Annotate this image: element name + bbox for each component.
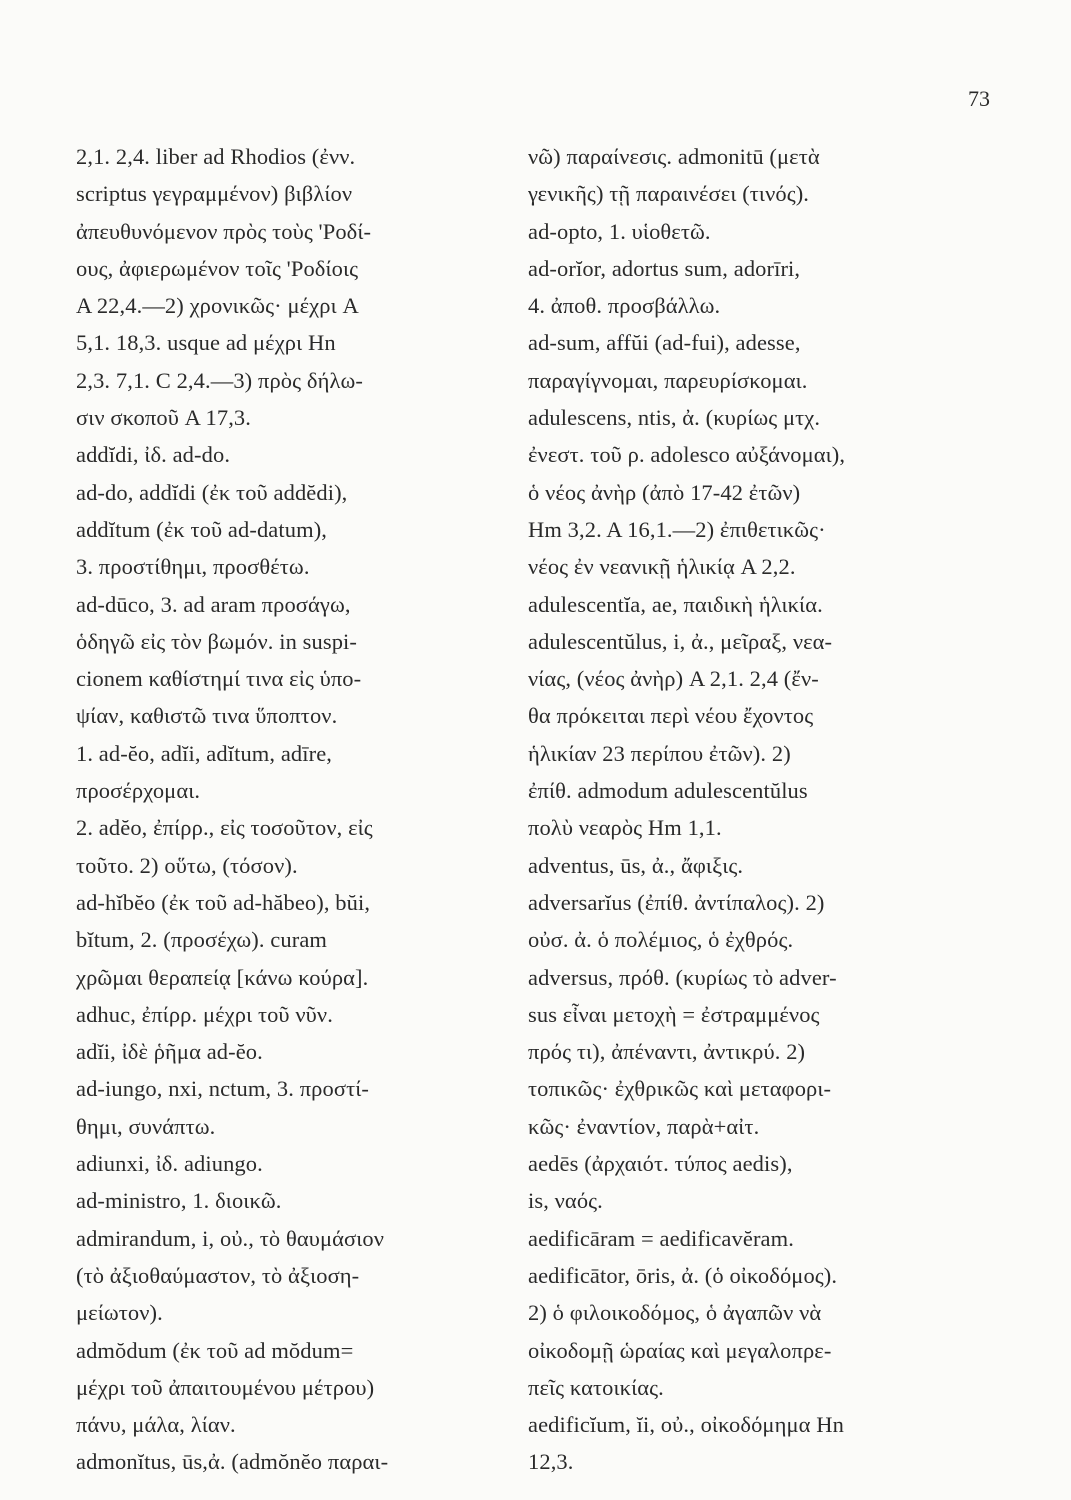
text-line: τοπικῶς· ἐχθρικῶς καὶ μεταφορι- xyxy=(528,1076,832,1102)
text-line: A 22,4.—2) χρονικῶς· μέχρι A xyxy=(76,293,359,319)
text-line: 2. adĕo, ἐπίρρ., εἰς τοσοῦτον, εἰς xyxy=(76,815,373,841)
text-line: πεῖς κατοικίας. xyxy=(528,1374,664,1400)
text-line: θα πρόκειται περὶ νέου ἔχοντος xyxy=(528,703,814,729)
left-column xyxy=(76,138,496,1481)
text-line: τοῦτο. 2) οὕτω, (τόσον). xyxy=(76,852,298,878)
text-line: adiunxi, ἰδ. adiungo. xyxy=(76,1151,263,1177)
text-line: ους, ἀφιερωμένον τοῖς 'Ροδίοις xyxy=(76,255,359,281)
text-line: sus εἶναι μετοχὴ = ἐστραμμένος xyxy=(528,1001,820,1027)
text-line: 3. προστίθημι, προσθέτω. xyxy=(76,554,310,580)
text-line: aedēs (ἀρχαιότ. τύπος aedis), xyxy=(528,1151,793,1177)
text-line: ad-dūco, 3. ad aram προσάγω, xyxy=(76,591,351,617)
text-line: scriptus γεγραμμένον) βιβλίον xyxy=(76,181,353,207)
text-line: admonĭtus, ūs,ἀ. (admŏnĕo παραι- xyxy=(76,1449,389,1475)
text-line: πάνυ, μάλα, λίαν. xyxy=(76,1412,236,1438)
text-line: admirandum, i, οὐ., τὸ θαυμάσιον xyxy=(76,1225,385,1251)
text-line: bĭtum, 2. (προσέχω). curam xyxy=(76,927,328,953)
page-number: 73 xyxy=(968,86,990,111)
text-line: 2,1. 2,4. liber ad Rhodios (ἐνν. xyxy=(76,144,356,169)
text-line: μέχρι τοῦ ἀπαιτουμένου μέτρου) xyxy=(76,1374,375,1400)
text-line: adulescentŭlus, i, ἀ., μεῖραξ, νεα- xyxy=(528,628,833,654)
text-line: adhuc, ἐπίρρ. μέχρι τοῦ νῦν. xyxy=(76,1001,333,1027)
text-line: νῶ) παραίνεσις. admonitū (μετὰ xyxy=(528,144,820,169)
text-line: ψίαν, καθιστῶ τινα ὕποπτον. xyxy=(76,703,338,729)
text-line: ἀπευθυνόμενον πρὸς τοὺς 'Ροδί- xyxy=(76,218,372,244)
text-line: 2) ὁ φιλοικοδόμος, ὁ ἀγαπῶν νὰ xyxy=(528,1300,822,1326)
text-line: ἐνεστ. τοῦ ρ. adolesco αὐξάνομαι), xyxy=(528,442,846,468)
text-line: Hm 3,2. A 16,1.—2) ἐπιθετικῶς· xyxy=(528,516,826,542)
text-line: νίας, (νέος ἀνὴρ) A 2,1. 2,4 (ἔν- xyxy=(528,666,819,692)
text-line: σιν σκοποῦ A 17,3. xyxy=(76,405,252,431)
text-line: προσέρχομαι. xyxy=(76,778,201,804)
text-line: ὁ νέος ἀνὴρ (ἀπὸ 17-42 ἐτῶν) xyxy=(528,479,801,505)
text-line: aedificĭum, ĭi, οὐ., οἰκοδόμημα Hn xyxy=(528,1412,844,1438)
text-line: πολὺ νεαρὸς Hm 1,1. xyxy=(528,815,722,841)
text-line: 2,3. 7,1. C 2,4.—3) πρὸς δήλω- xyxy=(76,367,363,393)
text-line: γενικῆς) τῇ παραινέσει (τινός). xyxy=(528,181,810,207)
text-line: is, ναός. xyxy=(528,1188,603,1214)
text-line: ἡλικίαν 23 περίπου ἐτῶν). 2) xyxy=(528,740,791,766)
text-line: θημι, συνάπτω. xyxy=(76,1113,216,1139)
text-line: adĭi, ἰδὲ ῥῆμα ad-ĕo. xyxy=(76,1039,263,1065)
text-line: 12,3. xyxy=(528,1449,574,1475)
text-line: adulescentĭa, ae, παιδικὴ ἡλικία. xyxy=(528,591,823,617)
text-line: κῶς· ἐναντίον, παρὰ+αἰτ. xyxy=(528,1113,760,1139)
text-line: aedificātor, ōris, ἀ. (ὁ οἰκοδόμος). xyxy=(528,1262,838,1288)
text-line: addĭtum (ἐκ τοῦ ad-datum), xyxy=(76,516,328,542)
text-line: (τὸ ἀξιοθαύμαστον, τὸ ἀξιοση- xyxy=(76,1262,360,1288)
text-line: χρῶμαι θεραπείᾳ [κάνω κούρα]. xyxy=(76,964,369,990)
text-line: adversarĭus (ἐπίθ. ἀντίπαλος). 2) xyxy=(528,889,825,915)
text-line: ad-sum, affŭi (ad-fui), adesse, xyxy=(528,330,801,356)
text-line: πρός τι), ἀπέναντι, ἀντικρύ. 2) xyxy=(528,1039,806,1065)
text-line: aedificāram = aedificavĕram. xyxy=(528,1225,794,1251)
text-line: admŏdum (ἐκ τοῦ ad mŏdum= xyxy=(76,1337,354,1363)
text-line: adversus, πρόθ. (κυρίως τὸ adver- xyxy=(528,964,837,990)
text-line: ad-opto, 1. υἱοθετῶ. xyxy=(528,218,711,244)
text-line: μείωτον). xyxy=(76,1300,163,1326)
text-line: ad-hĭbĕo (ἐκ τοῦ ad-hăbeo), bŭi, xyxy=(76,889,371,915)
text-line: 5,1. 18,3. usque ad μέχρι Hn xyxy=(76,330,336,356)
text-line: ὁδηγῶ εἰς τὸν βωμόν. in suspi- xyxy=(76,628,357,654)
right-column xyxy=(528,138,960,1481)
text-line: 4. ἀποθ. προσβάλλω. xyxy=(528,293,721,319)
text-line: ad-do, addĭdi (ἐκ τοῦ addĕdi), xyxy=(76,479,348,505)
text-line: adventus, ūs, ἀ., ἄφιξις. xyxy=(528,852,744,878)
text-line: ad-orĭor, adortus sum, adorīri, xyxy=(528,255,801,281)
text-line: οὐσ. ἀ. ὁ πολέμιος, ὁ ἐχθρός. xyxy=(528,927,794,953)
text-line: addĭdi, ἰδ. ad-do. xyxy=(76,442,231,468)
text-line: ἐπίθ. admodum adulescentŭlus xyxy=(528,778,808,804)
text-line: ad-ministro, 1. διοικῶ. xyxy=(76,1188,282,1214)
text-line: ad-iungo, nxi, nctum, 3. προστί- xyxy=(76,1076,369,1102)
text-line: οἰκοδομῇ ὡραίας καὶ μεγαλοπρε- xyxy=(528,1337,832,1363)
text-line: cionem καθίστημί τινα εἰς ὑπο- xyxy=(76,666,362,692)
text-line: 1. ad-ĕo, adĭi, adĭtum, adīre, xyxy=(76,740,333,766)
text-line: adulescens, ntis, ἀ. (κυρίως μτχ. xyxy=(528,405,821,431)
text-line: παραγίγνομαι, παρευρίσκομαι. xyxy=(528,367,808,393)
text-line: νέος ἐν νεανικῇ ἡλικίᾳ A 2,2. xyxy=(528,554,796,580)
